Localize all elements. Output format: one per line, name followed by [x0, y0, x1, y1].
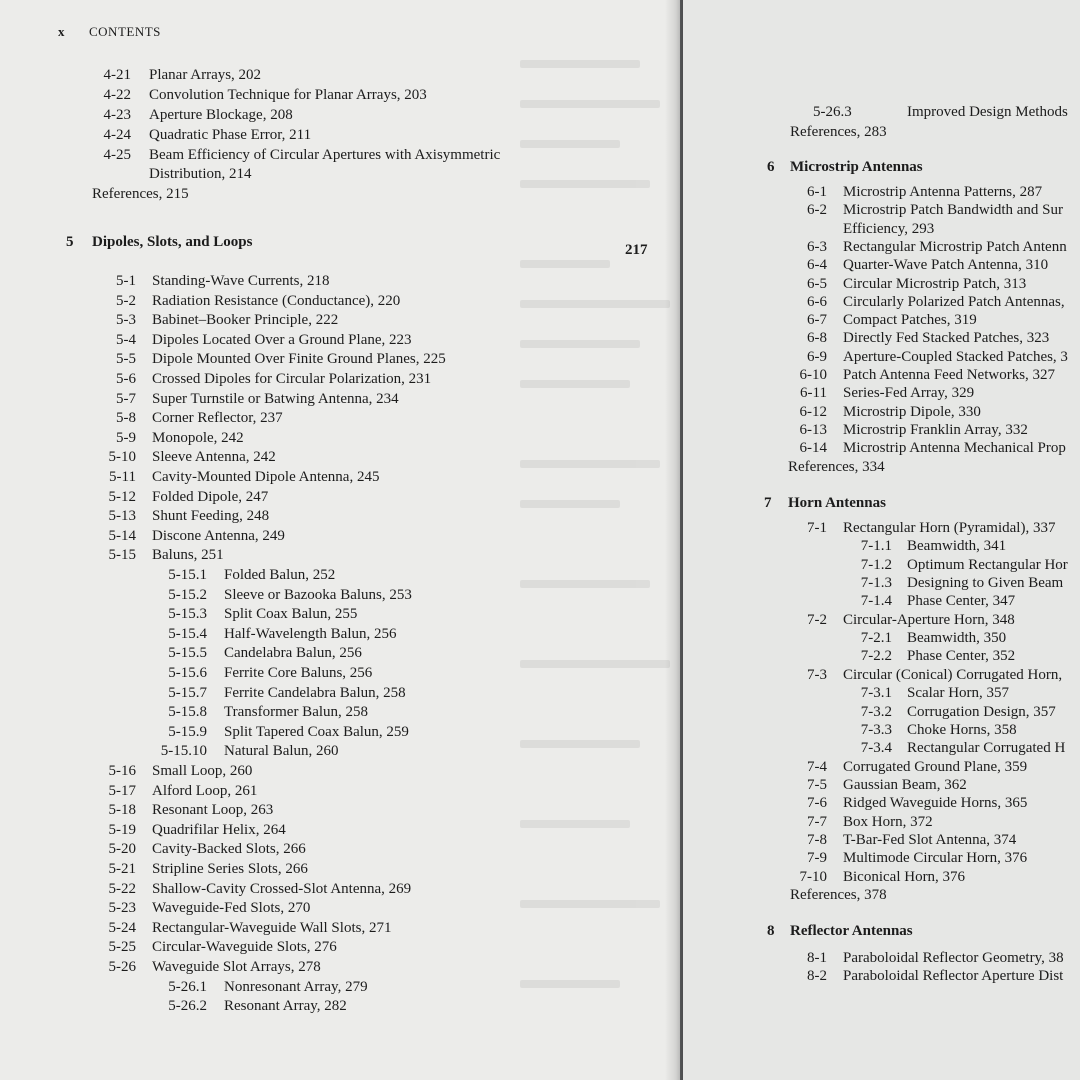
toc-entry-number: 7-3.2 [860, 703, 892, 720]
toc-entry-number: 7-7 [807, 813, 827, 830]
toc-entry-text: Box Horn, 372 [843, 813, 933, 830]
toc-entry-text: Discone Antenna, 249 [152, 527, 285, 544]
toc-entry-text: Dipole Mounted Over Finite Ground Planes, 225 [152, 351, 446, 368]
toc-entry-text: Waveguide-Fed Slots, 270 [152, 900, 311, 917]
toc-entry-text: Half-Wavelength Balun, 256 [224, 625, 397, 642]
toc-entry-text: Beamwidth, 341 [907, 538, 1007, 555]
toc-entry-number: 5-13 [108, 508, 136, 525]
toc-entry-text: Dipoles Located Over a Ground Plane, 223 [152, 331, 412, 348]
toc-entry-number: 4-23 [103, 107, 131, 123]
toc-entry-text: Ferrite Candelabra Balun, 258 [224, 684, 406, 701]
toc-entry-number: 6-6 [807, 293, 827, 310]
chapter-number: 6 [767, 159, 775, 175]
toc-entry-text: Planar Arrays, 202 [149, 67, 262, 83]
toc-entry-number: 5-15.3 [168, 606, 207, 623]
toc-entry-number: 5-5 [116, 351, 136, 368]
toc-entry-number: 5-9 [116, 429, 136, 446]
toc-entry-text: Baluns, 251 [152, 547, 224, 564]
toc-entry-text: Circular Microstrip Patch, 313 [843, 275, 1027, 292]
toc-entry-text: Rectangular-Waveguide Wall Slots, 271 [152, 919, 392, 936]
toc-entry-text: Paraboloidal Reflector Aperture Dist [843, 968, 1064, 984]
toc-entry-text: Microstrip Dipole, 330 [843, 403, 981, 420]
toc-entry-number: 5-25 [108, 939, 136, 956]
toc-entry-number: 7-10 [799, 868, 827, 885]
toc-entry-text: Improved Design Methods [907, 104, 1068, 120]
toc-entry-number: 6-12 [799, 403, 827, 420]
references-ch4: References, 215 [92, 186, 189, 202]
toc-entry-text: Sleeve or Bazooka Baluns, 253 [224, 586, 412, 603]
toc-entry-number: 5-21 [108, 861, 136, 877]
chapter-number: 7 [764, 495, 772, 511]
toc-entry-text: Cavity-Mounted Dipole Antenna, 245 [152, 469, 380, 485]
page-number: x [58, 24, 65, 39]
toc-entry-text: Alford Loop, 261 [152, 782, 258, 799]
toc-entry-number: 5-15.2 [168, 586, 207, 603]
book-gutter [665, 0, 683, 1080]
toc-entry-number: 5-15.1 [168, 567, 207, 583]
toc-entry-number: 6-2 [807, 202, 827, 219]
toc-entry-text: Scalar Horn, 357 [907, 685, 1010, 702]
toc-entry-number: 5-15.6 [168, 665, 207, 681]
references-ch5: References, 283 [790, 124, 887, 140]
toc-entry-text: Aperture-Coupled Stacked Patches, 3 [843, 348, 1068, 365]
toc-entry-text: Aperture Blockage, 208 [149, 107, 293, 123]
toc-entry-number: 5-26.2 [168, 998, 207, 1015]
toc-entry-number: 5-7 [116, 390, 136, 407]
toc-entry-number: 5-16 [108, 763, 136, 779]
toc-entry-text: Split Coax Balun, 255 [224, 606, 358, 623]
toc-entry-text: Rectangular Microstrip Patch Antenn [843, 238, 1067, 255]
toc-entry-number: 4-24 [103, 127, 131, 143]
toc-entry-number: 7-1.4 [860, 593, 892, 610]
toc-entry-number: 5-19 [108, 821, 136, 838]
toc-entry-text: Small Loop, 260 [152, 763, 253, 779]
toc-entry-number: 7-3.4 [860, 740, 892, 757]
toc-entry-text: Paraboloidal Reflector Geometry, 38 [843, 950, 1064, 966]
toc-entry-number: 8-2 [807, 968, 827, 984]
toc-entry-number: 7-8 [807, 831, 827, 848]
toc-entry-text: Split Tapered Coax Balun, 259 [224, 723, 409, 740]
toc-entry-text: Beam Efficiency of Circular Apertures with Axisymmetric [149, 147, 501, 163]
toc-entry-text: Corrugated Ground Plane, 359 [843, 758, 1028, 775]
toc-entry-number: 5-15.4 [168, 625, 207, 642]
toc-entry-text: Ferrite Core Baluns, 256 [224, 665, 373, 681]
toc-entry-number: 5-26 [108, 959, 136, 975]
toc-entry-number: 5-14 [108, 527, 136, 544]
toc-entry-text: Microstrip Patch Bandwidth and Sur [843, 202, 1063, 219]
toc-entry-text: Candelabra Balun, 256 [224, 645, 362, 662]
toc-entry-number: 7-1.1 [860, 538, 892, 555]
toc-entry-number: 5-22 [108, 880, 136, 897]
toc-entry-text: Folded Dipole, 247 [152, 488, 269, 505]
page-header [58, 24, 161, 40]
toc-entry-number: 5-26.3 [813, 104, 852, 120]
toc-entry-text: Nonresonant Array, 279 [224, 978, 368, 995]
toc-entry-number: 8-1 [807, 950, 827, 966]
chapter-title: Reflector Antennas [790, 923, 913, 939]
toc-entry-number: 5-4 [116, 331, 136, 348]
toc-entry-text: Sleeve Antenna, 242 [152, 449, 276, 466]
toc-entry-number: 7-5 [807, 776, 827, 793]
toc-entry-text: Resonant Loop, 263 [152, 802, 274, 819]
toc-entry-number: 5-12 [108, 488, 136, 505]
toc-entry-number: 4-21 [103, 67, 131, 83]
toc-entry-number: 5-15.5 [168, 645, 207, 662]
references-ch7: References, 378 [790, 887, 887, 903]
toc-entry-text: Quadrifilar Helix, 264 [152, 821, 286, 838]
references-ch6: References, 334 [788, 459, 885, 475]
toc-entry-number: 7-2.1 [860, 630, 892, 647]
toc-entry-number: 5-10 [108, 449, 136, 466]
toc-entry-number: 6-4 [807, 257, 827, 274]
toc-entry-number: 5-15.8 [168, 704, 207, 721]
chapter-title: Horn Antennas [788, 495, 886, 511]
toc-entry-number: 5-15 [108, 547, 136, 564]
toc-entry-text: Microstrip Antenna Mechanical Prop [843, 440, 1066, 457]
toc-entry-number: 7-2.2 [860, 648, 892, 665]
chapter-number: 5 [66, 234, 74, 250]
toc-entry-number: 5-11 [109, 469, 136, 485]
toc-entry-text: Quarter-Wave Patch Antenna, 310 [843, 257, 1049, 274]
toc-entry-number: 6-3 [807, 238, 827, 255]
toc-entry-number: 5-3 [116, 312, 136, 329]
toc-entry-text: Quadratic Phase Error, 211 [149, 127, 312, 143]
toc-entry-number: 6-10 [799, 367, 827, 383]
toc-entry-text: Microstrip Franklin Array, 332 [843, 421, 1028, 438]
toc-entry-text: Cavity-Backed Slots, 266 [152, 841, 306, 858]
toc-entry-text: Choke Horns, 358 [907, 721, 1017, 738]
toc-entry-number: 5-24 [108, 919, 136, 936]
toc-entry-text: Compact Patches, 319 [843, 312, 977, 329]
toc-entry-text: Circular-Aperture Horn, 348 [843, 611, 1015, 628]
toc-entry-text: Microstrip Antenna Patterns, 287 [843, 184, 1043, 200]
toc-entry-text: Beamwidth, 350 [907, 630, 1007, 647]
running-title: CONTENTS [89, 24, 161, 39]
toc-entry-text: Waveguide Slot Arrays, 278 [152, 959, 321, 975]
toc-entry-number: 7-1 [807, 520, 827, 536]
toc-entry-text: Gaussian Beam, 362 [843, 776, 967, 793]
toc-entry-number: 5-18 [108, 802, 136, 819]
toc-entry-number: 7-2 [807, 611, 827, 628]
toc-entry-text: Corrugation Design, 357 [907, 703, 1056, 720]
toc-entry-text: Ridged Waveguide Horns, 365 [843, 795, 1028, 812]
toc-entry-text: Phase Center, 347 [907, 593, 1016, 610]
toc-entry-text: Convolution Technique for Planar Arrays, 203 [149, 87, 427, 103]
show-through-text [520, 60, 670, 1020]
toc-entry-text: Circular-Waveguide Slots, 276 [152, 939, 337, 956]
toc-entry-text: Stripline Series Slots, 266 [152, 861, 308, 877]
toc-entry-number: 6-8 [807, 330, 827, 347]
toc-entry-number: 6-9 [807, 348, 827, 365]
toc-entry-text: Super Turnstile or Batwing Antenna, 234 [152, 390, 399, 407]
toc-entry-text: Rectangular Horn (Pyramidal), 337 [843, 520, 1056, 536]
right-page [683, 0, 1080, 1080]
chapter-page: 217 [625, 242, 648, 258]
toc-entry-text: T-Bar-Fed Slot Antenna, 374 [843, 831, 1017, 848]
toc-entry-number: 7-6 [807, 795, 827, 812]
toc-entry-text: Transformer Balun, 258 [224, 704, 369, 721]
toc-entry-text: Series-Fed Array, 329 [843, 385, 975, 402]
toc-entry-text: Standing-Wave Currents, 218 [152, 273, 330, 289]
toc-entry-number: 5-15.7 [168, 684, 207, 701]
toc-entry-number: 6-14 [799, 440, 827, 457]
chapter-title: Dipoles, Slots, and Loops [92, 234, 253, 250]
toc-entry-number: 5-23 [108, 900, 136, 917]
toc-entry-number: 5-1 [116, 273, 136, 289]
toc-entry-number: 5-2 [116, 292, 136, 309]
toc-entry-number: 6-5 [807, 275, 827, 292]
toc-entry-number: 5-17 [108, 782, 136, 799]
toc-entry-text: Crossed Dipoles for Circular Polarization, 231 [152, 371, 432, 387]
toc-entry-number: 7-1.3 [860, 575, 892, 592]
toc-entry-text: Shallow-Cavity Crossed-Slot Antenna, 269 [152, 880, 412, 897]
toc-entry-text: Resonant Array, 282 [224, 998, 347, 1015]
toc-entry-number: 5-15.9 [168, 723, 207, 740]
toc-entry-number: 7-3.1 [860, 685, 892, 702]
toc-entry-number: 5-15.10 [160, 743, 207, 760]
chapter-title: Microstrip Antennas [790, 159, 923, 175]
toc-entry-text: Designing to Given Beam [907, 575, 1064, 592]
toc-entry-number: 7-3 [807, 666, 827, 683]
toc-entry-text: Phase Center, 352 [907, 648, 1016, 665]
toc-entry-text: Directly Fed Stacked Patches, 323 [843, 330, 1050, 347]
toc-entry-text: Patch Antenna Feed Networks, 327 [843, 367, 1056, 383]
toc-entry-number: 6-13 [799, 421, 827, 438]
toc-entry-number: 6-11 [800, 385, 827, 402]
toc-entry-number: 5-26.1 [168, 978, 207, 995]
toc-entry-text: Optimum Rectangular Hor [907, 556, 1068, 573]
toc-entry-text: Circular (Conical) Corrugated Horn, [843, 666, 1063, 683]
toc-entry-number: 5-8 [116, 410, 136, 427]
toc-entry-text: Multimode Circular Horn, 376 [843, 850, 1028, 867]
toc-entry-number: 5-20 [108, 841, 136, 858]
toc-entry-text: Efficiency, 293 [843, 220, 935, 237]
toc-entry-text: Babinet–Booker Principle, 222 [152, 312, 339, 329]
toc-entry-text: Monopole, 242 [152, 429, 244, 446]
toc-entry-number: 6-7 [807, 312, 827, 329]
toc-entry-text: Circularly Polarized Patch Antennas, [843, 293, 1065, 310]
toc-entry-text: Corner Reflector, 237 [152, 410, 283, 427]
right-page-content [683, 0, 1080, 1080]
toc-entry-text: Shunt Feeding, 248 [152, 508, 270, 525]
toc-entry-number: 7-1.2 [860, 556, 892, 573]
toc-entry-number: 6-1 [807, 184, 827, 200]
chapter-number: 8 [767, 923, 775, 939]
toc-entry-text: Radiation Resistance (Conductance), 220 [152, 292, 401, 309]
toc-entry-text: Natural Balun, 260 [224, 743, 339, 760]
toc-entry-number: 4-25 [103, 147, 131, 163]
toc-entry-number: 4-22 [103, 87, 131, 103]
toc-entry-text: Distribution, 214 [149, 166, 252, 182]
toc-entry-text: Biconical Horn, 376 [843, 868, 966, 885]
toc-entry-number: 7-3.3 [860, 721, 892, 738]
toc-entry-number: 7-9 [807, 850, 827, 867]
toc-entry-text: Folded Balun, 252 [224, 567, 336, 583]
toc-entry-text: Rectangular Corrugated H [907, 740, 1066, 757]
toc-entry-number: 7-4 [807, 758, 827, 775]
toc-entry-number: 5-6 [116, 371, 136, 387]
